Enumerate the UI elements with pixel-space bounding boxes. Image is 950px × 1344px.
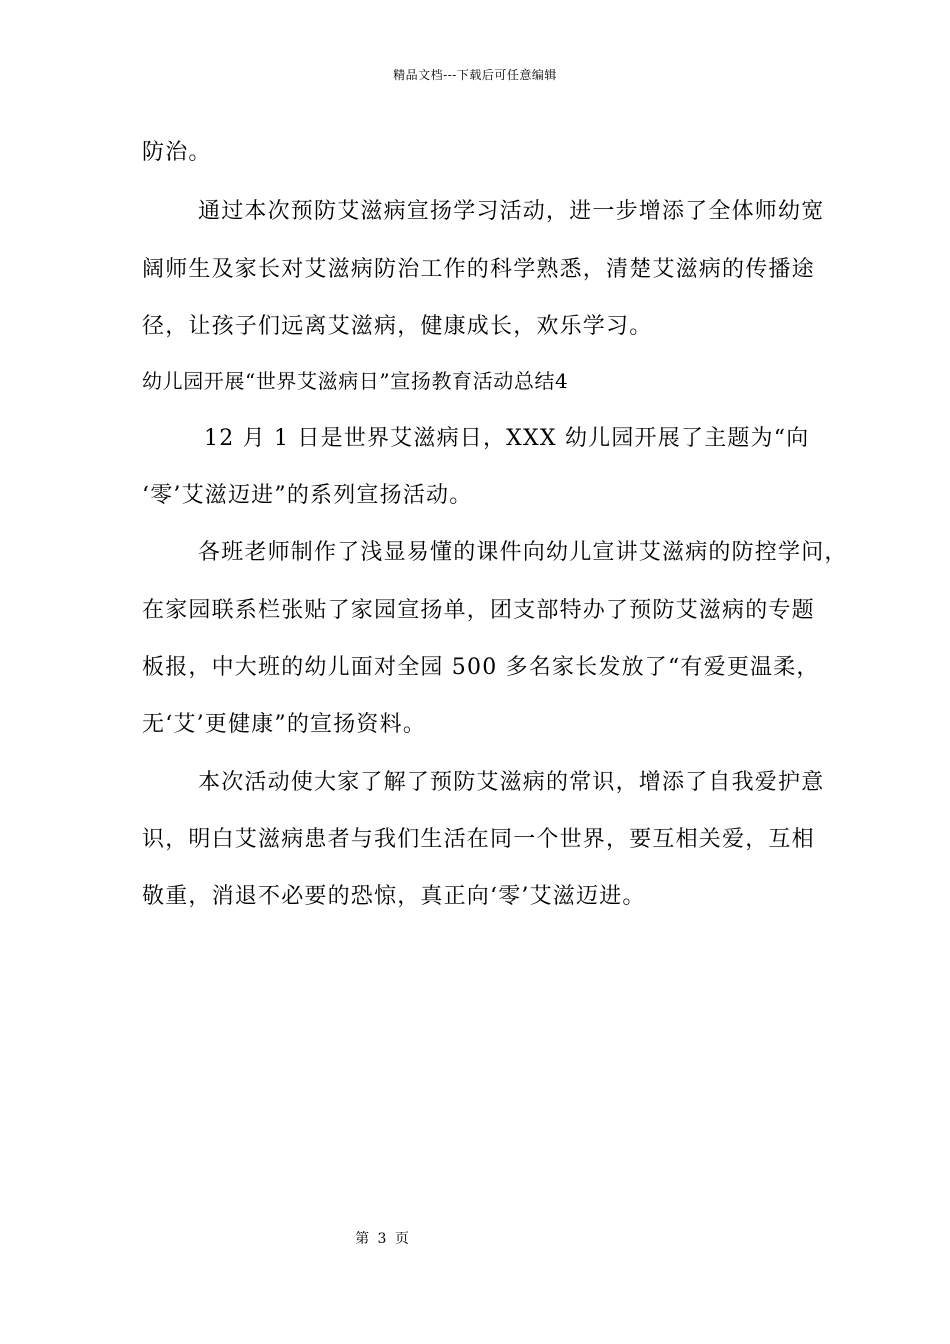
paragraph-line: 防治。 <box>142 140 212 165</box>
paragraph-line: 阔师生及家长对艾滋病防治工作的科学熟悉，清楚艾滋病的传播途 <box>142 257 815 282</box>
paragraph-line: 本次活动使大家了解了预防艾滋病的常识，增添了自我爱护意 <box>198 770 825 795</box>
paragraph-line: 无‘艾’更健康”的宣扬资料。 <box>142 712 427 737</box>
paragraph-line: ‘零’艾滋迈进”的系列宣扬活动。 <box>142 483 473 508</box>
paragraph-line: 径，让孩子们远离艾滋病，健康成长，欢乐学习。 <box>142 314 653 339</box>
paragraph-line: 识，明白艾滋病患者与我们生活在同一个世界，要互相关爱，互相 <box>142 827 815 852</box>
paragraph-line: 12 月 1 日是世界艾滋病日，XXX 幼儿园开展了主题为“向 <box>204 426 810 451</box>
page-header: 精品文档---下载后可任意编辑 <box>393 68 557 82</box>
paragraph-line: 在家园联系栏张贴了家园宣扬单，团支部特办了预防艾滋病的专题 <box>142 598 815 623</box>
paragraph-line: 板报，中大班的幼儿面对全园 500 多名家长发放了“有爱更温柔， <box>142 655 820 680</box>
paragraph-line: 敬重，消退不必要的恐惊，真正向‘零’艾滋迈进。 <box>142 884 646 909</box>
section-heading: 幼儿园开展“世界艾滋病日”宣扬教育活动总结4 <box>142 369 569 393</box>
paragraph-line: 各班老师制作了浅显易懂的课件向幼儿宣讲艾滋病的防控学问， <box>198 540 848 565</box>
page-number: 第 3 页 <box>355 1231 411 1247</box>
paragraph-line: 通过本次预防艾滋病宣扬学习活动，进一步增添了全体师幼宽 <box>198 199 825 224</box>
